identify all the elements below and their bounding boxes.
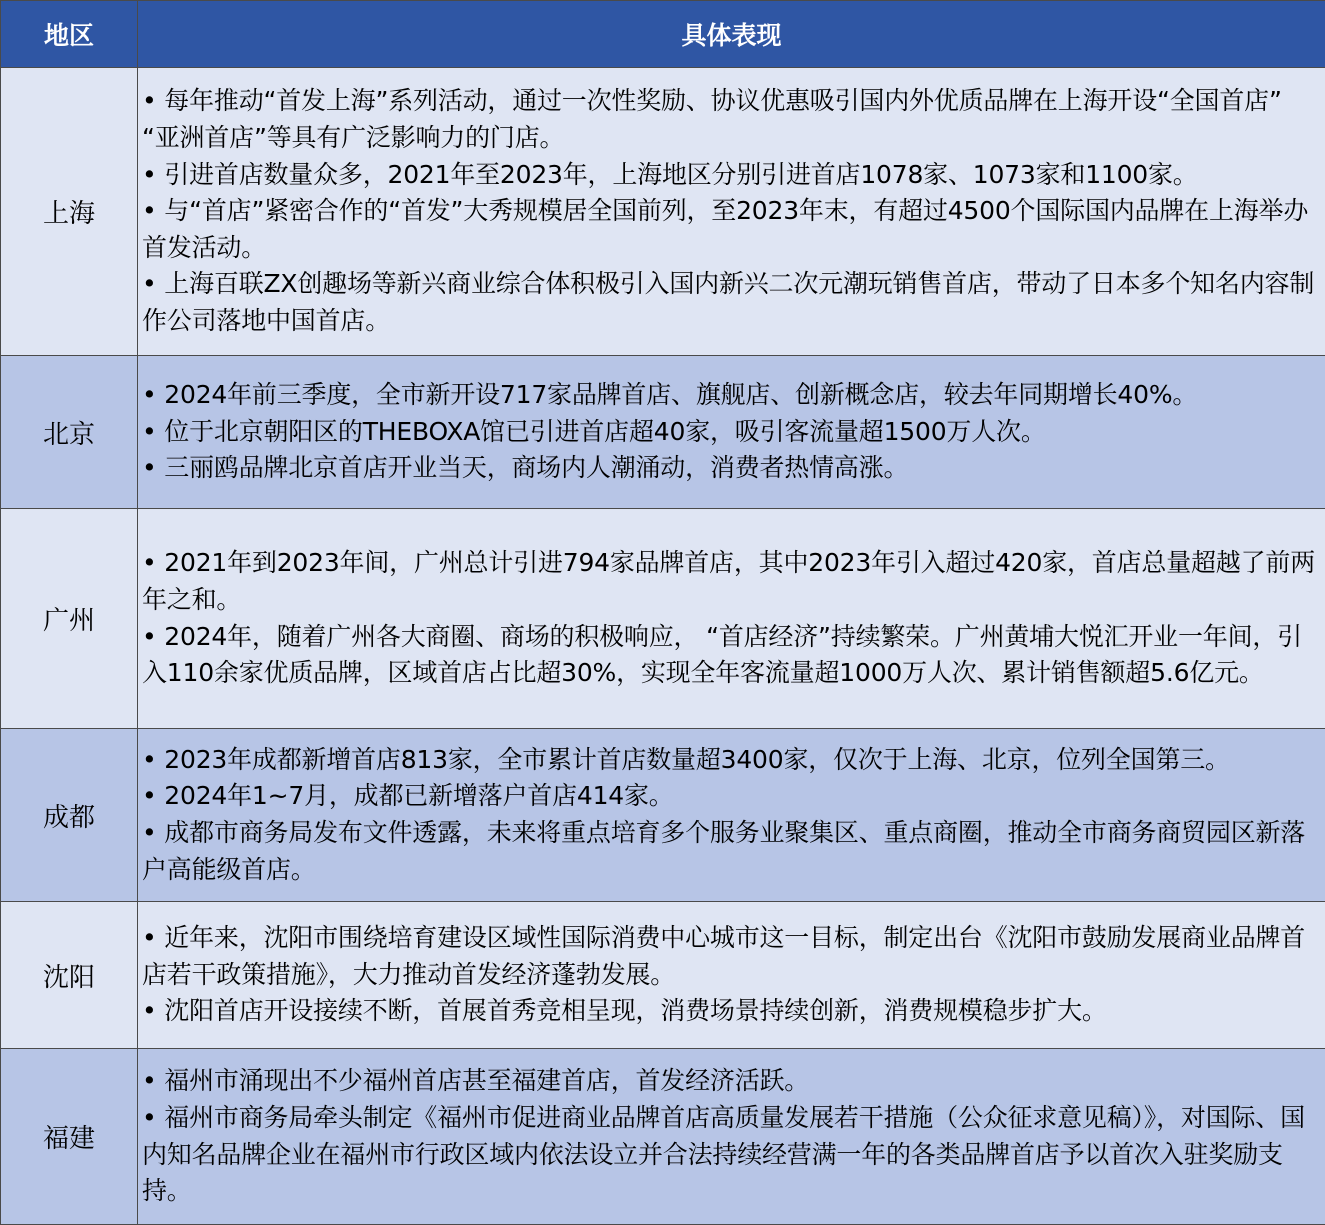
- bullet-item: • 福州市涌现出不少福州首店甚至福建首店，首发经济活跃。: [142, 1063, 1319, 1100]
- header-detail: 具体表现: [138, 1, 1325, 68]
- bullet-item: • 上海百联ZX创趣场等新兴商业综合体积极引入国内新兴二次元潮玩销售首店，带动了日本多个知名内容制作公司落地中国首店。: [142, 266, 1319, 339]
- bullet-item: • 三丽鸥品牌北京首店开业当天，商场内人潮涌动，消费者热情高涨。: [142, 450, 1319, 487]
- table-row: [1, 729, 1325, 902]
- table-row: [1, 1049, 1325, 1225]
- table-row: [1, 68, 1325, 356]
- detail-cell: [138, 902, 1325, 1049]
- bullet-item: • 沈阳首店开设接续不断，首展首秀竞相呈现，消费场景持续创新，消费规模稳步扩大。: [142, 993, 1319, 1030]
- table-row: [1, 509, 1325, 729]
- region-cell: 广州: [1, 509, 138, 729]
- bullet-item: • 引进首店数量众多，2021年至2023年，上海地区分别引进首店1078家、1073家和1100家。: [142, 157, 1319, 194]
- bullet-item: • 2023年成都新增首店813家，全市累计首店数量超3400家，仅次于上海、北京，位列全国第三。: [142, 742, 1319, 779]
- table-row: [1, 356, 1325, 509]
- region-cell: 上海: [1, 68, 138, 356]
- detail-cell: [138, 356, 1325, 509]
- bullet-item: • 2024年1~7月，成都已新增落户首店414家。: [142, 778, 1319, 815]
- bullet-item: • 2024年前三季度，全市新开设717家品牌首店、旗舰店、创新概念店，较去年同期增长40%。: [142, 377, 1319, 414]
- detail-cell: [138, 729, 1325, 902]
- bullet-item: • 近年来，沈阳市围绕培育建设区域性国际消费中心城市这一目标，制定出台《沈阳市鼓励发展商业品牌首店若干政策措施》，大力推动首发经济蓬勃发展。: [142, 920, 1319, 993]
- bullet-item: • 福州市商务局牵头制定《福州市促进商业品牌首店高质量发展若干措施（公众征求意见稿）》，对国际、国内知名品牌企业在福州市行政区域内依法设立并合法持续经营满一年的各类品牌首店予以首次入驻奖励支持。: [142, 1100, 1319, 1210]
- region-cell: 成都: [1, 729, 138, 902]
- header-row: [1, 1, 1325, 68]
- header-region: 地区: [1, 1, 138, 68]
- region-cell: 北京: [1, 356, 138, 509]
- region-cell: 沈阳: [1, 902, 138, 1049]
- detail-cell: [138, 509, 1325, 729]
- bullet-item: • 与“首店”紧密合作的“首发”大秀规模居全国前列，至2023年末，有超过4500个国际国内品牌在上海举办首发活动。: [142, 193, 1319, 266]
- detail-cell: [138, 68, 1325, 356]
- region-cell: 福建: [1, 1049, 138, 1225]
- bullet-item: • 成都市商务局发布文件透露，未来将重点培育多个服务业聚集区、重点商圈，推动全市商务商贸园区新落户高能级首店。: [142, 815, 1319, 888]
- bullet-item: • 2021年到2023年间，广州总计引进794家品牌首店，其中2023年引入超过420家，首店总量超越了前两年之和。: [142, 545, 1319, 618]
- bullet-item: • 位于北京朝阳区的THEBOXA馆已引进首店超40家，吸引客流量超1500万人次。: [142, 414, 1319, 451]
- detail-cell: [138, 1049, 1325, 1225]
- table-row: [1, 902, 1325, 1049]
- bullet-item: • 每年推动“首发上海”系列活动，通过一次性奖励、协议优惠吸引国内外优质品牌在上海开设“全国首店” “亚洲首店”等具有广泛影响力的门店。: [142, 83, 1319, 156]
- bullet-item: • 2024年，随着广州各大商圈、商场的积极响应， “首店经济”持续繁荣。广州黄埔大悦汇开业一年间，引入110余家优质品牌，区域首店占比超30%，实现全年客流量超1000万人次、累计销售额超5.6亿元。: [142, 619, 1319, 692]
